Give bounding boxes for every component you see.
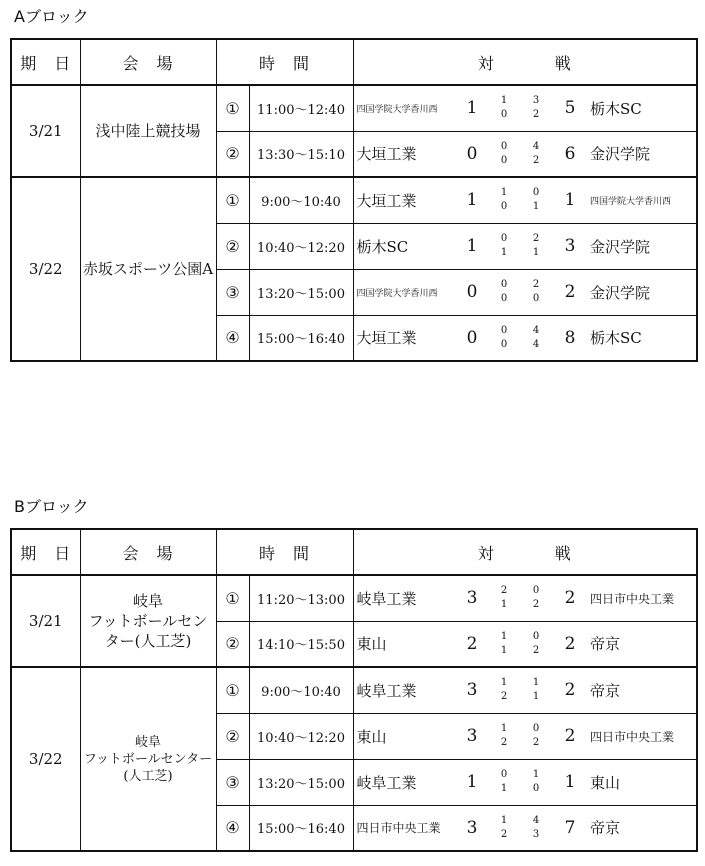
home-first-half: 1 — [500, 187, 508, 199]
block-b-title: Bブロック — [14, 497, 89, 516]
home-team: 四日市中央工業 — [353, 805, 455, 851]
home-first-half: 2 — [500, 585, 508, 597]
header-match — [353, 529, 697, 575]
away-second-half: 1 — [532, 247, 540, 258]
match-time: 11:00〜12:40 — [249, 85, 353, 131]
away-half-scores — [519, 575, 553, 621]
home-score: 1 — [455, 759, 489, 805]
home-second-half: 1 — [500, 599, 508, 611]
table-row — [11, 85, 697, 131]
venue-line: 岐阜 — [134, 734, 161, 750]
away-team: 四国学院大学香川西 — [587, 177, 697, 223]
away-second-half: 2 — [532, 154, 540, 166]
away-score: 2 — [553, 269, 587, 315]
venue-line: ター(人工芝) — [104, 632, 192, 650]
away-half-scores — [519, 621, 553, 667]
match-time: 13:20〜15:00 — [249, 269, 353, 315]
away-second-half: 2 — [532, 644, 540, 656]
away-score: 2 — [553, 621, 587, 667]
venue-line: (人工芝) — [123, 768, 173, 784]
away-half-scores — [519, 85, 553, 131]
home-score: 3 — [455, 713, 489, 759]
match-date: 3/22 — [11, 667, 80, 851]
home-second-half: 1 — [500, 247, 508, 258]
away-second-half: 2 — [532, 599, 540, 611]
away-half-scores — [519, 131, 553, 177]
away-team: 金沢学院 — [587, 223, 697, 269]
match-number: ④ — [216, 315, 249, 361]
match-number: ① — [216, 575, 249, 621]
away-second-half: 1 — [532, 691, 540, 703]
away-score: 2 — [553, 667, 587, 713]
away-second-half: 2 — [532, 109, 540, 121]
home-first-half: 0 — [500, 140, 508, 152]
match-time: 10:40〜12:20 — [249, 223, 353, 269]
match-time: 9:00〜10:40 — [249, 667, 353, 713]
home-half-scores — [489, 315, 519, 361]
home-first-half: 0 — [500, 233, 508, 244]
match-venue: 赤坂スポーツ公園A — [80, 177, 216, 361]
away-half-scores — [519, 759, 553, 805]
home-second-half: 0 — [500, 109, 508, 121]
match-number: ① — [216, 667, 249, 713]
home-second-half: 0 — [500, 201, 508, 213]
header-match-left: 対 — [477, 543, 495, 563]
match-number: ③ — [216, 759, 249, 805]
home-first-half: 0 — [500, 279, 508, 290]
away-first-half: 1 — [532, 677, 540, 689]
match-number: ① — [216, 177, 249, 223]
home-half-scores — [489, 575, 519, 621]
match-time: 15:00〜16:40 — [249, 805, 353, 851]
home-half-scores — [489, 269, 519, 315]
header-time: 時 間 — [216, 529, 353, 575]
away-first-half: 1 — [532, 769, 540, 780]
home-score: 3 — [455, 667, 489, 713]
header-time: 時 間 — [216, 39, 353, 85]
match-number: ② — [216, 131, 249, 177]
home-half-scores — [489, 131, 519, 177]
home-half-scores — [489, 759, 519, 805]
home-score: 1 — [455, 177, 489, 223]
match-time: 14:10〜15:50 — [249, 621, 353, 667]
home-team: 四国学院大学香川西 — [353, 85, 455, 131]
home-half-scores — [489, 713, 519, 759]
away-half-scores — [519, 269, 553, 315]
match-venue — [80, 667, 216, 851]
home-team: 大垣工業 — [353, 177, 455, 223]
away-first-half: 0 — [532, 187, 540, 199]
away-half-scores — [519, 667, 553, 713]
home-first-half: 1 — [500, 630, 508, 642]
match-number: ② — [216, 223, 249, 269]
away-half-scores — [519, 805, 553, 851]
away-score: 7 — [553, 805, 587, 851]
home-second-half: 1 — [500, 644, 508, 656]
match-time: 13:30〜15:10 — [249, 131, 353, 177]
away-first-half: 4 — [532, 140, 540, 152]
home-score: 0 — [455, 315, 489, 361]
away-first-half: 0 — [532, 723, 540, 734]
home-team: 大垣工業 — [353, 131, 455, 177]
home-half-scores — [489, 621, 519, 667]
home-first-half: 0 — [500, 769, 508, 780]
away-first-half: 2 — [532, 233, 540, 244]
home-team: 栃木SC — [353, 223, 455, 269]
away-team: 帝京 — [587, 667, 697, 713]
away-half-scores — [519, 315, 553, 361]
away-half-scores — [519, 223, 553, 269]
home-team: 岐阜工業 — [353, 575, 455, 621]
match-number: ② — [216, 621, 249, 667]
venue-line: フットボールセンター — [83, 751, 213, 767]
home-score: 1 — [455, 85, 489, 131]
away-second-half: 3 — [532, 828, 540, 840]
home-team: 東山 — [353, 621, 455, 667]
match-venue: 浅中陸上競技場 — [80, 85, 216, 177]
home-team: 岐阜工業 — [353, 667, 455, 713]
match-number: ① — [216, 85, 249, 131]
away-first-half: 4 — [532, 324, 540, 336]
match-date: 3/21 — [11, 85, 80, 177]
away-team: 栃木SC — [587, 85, 697, 131]
away-score: 2 — [553, 575, 587, 621]
header-match-left: 対 — [477, 53, 495, 73]
home-score: 0 — [455, 131, 489, 177]
table-row — [11, 667, 697, 713]
match-venue — [80, 575, 216, 667]
home-second-half: 0 — [500, 338, 508, 350]
away-second-half: 0 — [532, 293, 540, 304]
header-date: 期 日 — [11, 529, 80, 575]
block-a-title: Aブロック — [14, 7, 89, 26]
away-score: 2 — [553, 713, 587, 759]
away-score: 5 — [553, 85, 587, 131]
home-half-scores — [489, 223, 519, 269]
block-b-schedule-table — [10, 528, 698, 852]
home-half-scores — [489, 85, 519, 131]
home-half-scores — [489, 177, 519, 223]
header-venue: 会 場 — [80, 39, 216, 85]
table-header-row — [11, 529, 697, 575]
home-second-half: 0 — [500, 293, 508, 304]
away-half-scores — [519, 177, 553, 223]
home-second-half: 2 — [500, 828, 508, 840]
table-row — [11, 575, 697, 621]
away-team: 帝京 — [587, 621, 697, 667]
match-number: ③ — [216, 269, 249, 315]
block-a-schedule-table — [10, 38, 698, 362]
header-venue: 会 場 — [80, 529, 216, 575]
home-team: 四国学院大学香川西 — [353, 269, 455, 315]
away-first-half: 0 — [532, 630, 540, 642]
away-team: 四日市中央工業 — [587, 575, 697, 621]
away-first-half: 4 — [532, 814, 540, 826]
away-team: 金沢学院 — [587, 269, 697, 315]
home-second-half: 1 — [500, 783, 508, 794]
match-time: 13:20〜15:00 — [249, 759, 353, 805]
away-team: 栃木SC — [587, 315, 697, 361]
match-number: ④ — [216, 805, 249, 851]
away-score: 8 — [553, 315, 587, 361]
home-score: 2 — [455, 621, 489, 667]
match-time: 10:40〜12:20 — [249, 713, 353, 759]
away-team: 帝京 — [587, 805, 697, 851]
venue-line: 岐阜 — [132, 592, 163, 610]
away-team: 四日市中央工業 — [587, 713, 697, 759]
home-team: 岐阜工業 — [353, 759, 455, 805]
home-first-half: 1 — [500, 95, 508, 107]
home-first-half: 0 — [500, 324, 508, 336]
header-date: 期 日 — [11, 39, 80, 85]
home-second-half: 2 — [500, 737, 508, 748]
away-first-half: 2 — [532, 279, 540, 290]
away-second-half: 0 — [532, 783, 540, 794]
table-header-row — [11, 39, 697, 85]
match-time: 11:20〜13:00 — [249, 575, 353, 621]
away-first-half: 3 — [532, 95, 540, 107]
match-number: ② — [216, 713, 249, 759]
away-score: 1 — [553, 177, 587, 223]
match-date: 3/21 — [11, 575, 80, 667]
venue-line: フットボールセン — [88, 612, 208, 630]
match-time: 9:00〜10:40 — [249, 177, 353, 223]
home-first-half: 1 — [500, 677, 508, 689]
away-half-scores — [519, 713, 553, 759]
home-score: 3 — [455, 805, 489, 851]
home-score: 3 — [455, 575, 489, 621]
away-score: 1 — [553, 759, 587, 805]
home-half-scores — [489, 805, 519, 851]
away-second-half: 4 — [532, 338, 540, 350]
away-score: 6 — [553, 131, 587, 177]
home-score: 0 — [455, 269, 489, 315]
match-time: 15:00〜16:40 — [249, 315, 353, 361]
home-second-half: 0 — [500, 154, 508, 166]
home-second-half: 2 — [500, 691, 508, 703]
table-row — [11, 177, 697, 223]
home-half-scores — [489, 667, 519, 713]
away-team: 東山 — [587, 759, 697, 805]
match-date: 3/22 — [11, 177, 80, 361]
home-team: 大垣工業 — [353, 315, 455, 361]
header-match-right: 戦 — [554, 543, 572, 563]
away-team: 金沢学院 — [587, 131, 697, 177]
home-team: 東山 — [353, 713, 455, 759]
away-second-half: 2 — [532, 737, 540, 748]
home-first-half: 1 — [500, 723, 508, 734]
header-match-right: 戦 — [554, 53, 572, 73]
away-second-half: 1 — [532, 201, 540, 213]
home-score: 1 — [455, 223, 489, 269]
header-match — [353, 39, 697, 85]
home-first-half: 1 — [500, 814, 508, 826]
away-score: 3 — [553, 223, 587, 269]
away-first-half: 0 — [532, 585, 540, 597]
